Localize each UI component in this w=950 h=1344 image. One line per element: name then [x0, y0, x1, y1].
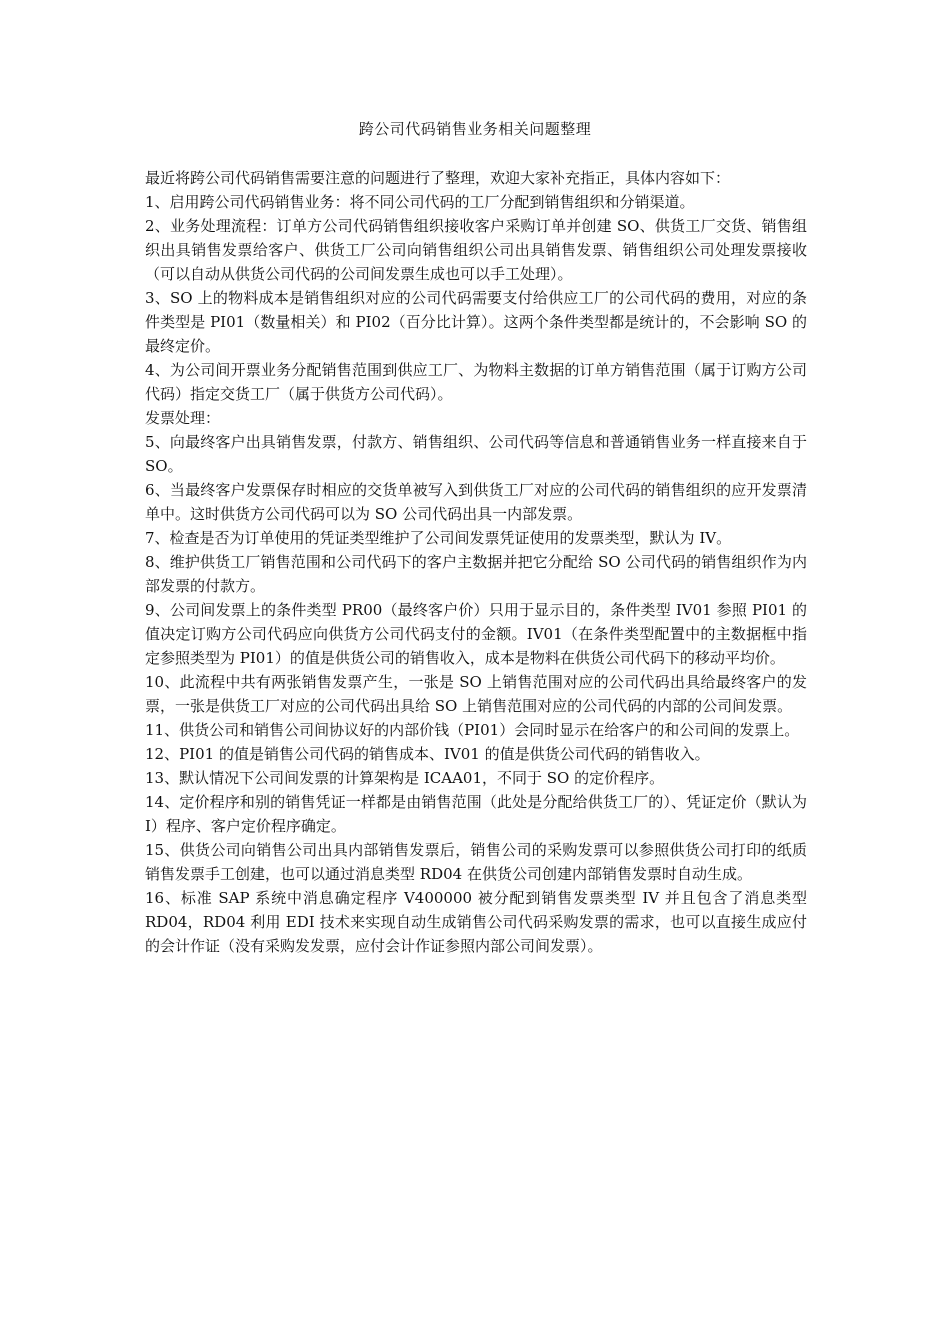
section-heading-invoice: 发票处理：	[145, 409, 221, 427]
item-15-paragraph: 15、供货公司向销售公司出具内部销售发票后，销售公司的采购发票可以参照供货公司打印的纸质销售发票手工创建，也可以通过消息类型 RD04 在供货公司创建内部销售发票时自动生成。	[145, 841, 807, 883]
item-2-paragraph: 2、业务处理流程：订单方公司代码销售组织接收客户采购订单并创建 SO、供货工厂交货、销售组织出具销售发票给客户、供货工厂公司向销售组织公司出具销售发票、销售组织公司处理发票接收（可以自动从供货公司代码的公司间发票生成也可以手工处理）。	[145, 217, 807, 283]
item-3-paragraph: 3、SO 上的物料成本是销售组织对应的公司代码需要支付给供应工厂的公司代码的费用，对应的条件类型是 PI01（数量相关）和 PI02（百分比计算）。这两个条件类型都是统计的，不会影响 SO 的最终定价。	[145, 289, 807, 355]
item-14-paragraph: 14、定价程序和别的销售凭证一样都是由销售范围（此处是分配给供货工厂的）、凭证定价（默认为 I）程序、客户定价程序确定。	[145, 793, 807, 835]
item-11-paragraph: 11、供货公司和销售公司间协议好的内部价钱（PI01）会同时显示在给客户的和公司间的发票上。	[145, 721, 800, 739]
item-16-paragraph: 16、标准 SAP 系统中消息确定程序 V400000 被分配到销售发票类型 IV 并且包含了消息类型 RD04，RD04 利用 EDI 技术来实现自动生成销售公司代码采购发票的需求，也可以直接生成应付的会计作证（没有采购发发票，应付会计作证参照内部公司间发票）。	[145, 889, 807, 955]
item-13-paragraph: 13、默认情况下公司间发票的计算架构是 ICAA01，不同于 SO 的定价程序。	[145, 769, 665, 787]
document-title: 跨公司代码销售业务相关问题整理	[358, 120, 592, 138]
intro-paragraph: 最近将跨公司代码销售需要注意的问题进行了整理，欢迎大家补充指正，具体内容如下：	[145, 169, 731, 187]
item-9-paragraph: 9、公司间发票上的条件类型 PR00（最终客户价）只用于显示目的，条件类型 IV01 参照 PI01 的值决定订购方公司代码应向供货方公司代码支付的金额。IV01（在条件类型配置中的主数据框中指定参照类型为 PI01）的值是供货公司的销售收入，成本是物料在供货公司代码下的移动平均价。	[145, 601, 807, 667]
item-5-paragraph: 5、向最终客户出具销售发票，付款方、销售组织、公司代码等信息和普通销售业务一样直接来自于 SO。	[145, 433, 807, 475]
item-10-paragraph: 10、此流程中共有两张销售发票产生，一张是 SO 上销售范围对应的公司代码出具给最终客户的发票，一张是供货工厂对应的公司代码出具给 SO 上销售范围对应的公司代码的内部的公司间发票。	[145, 673, 807, 715]
item-7-paragraph: 7、检查是否为订单使用的凭证类型维护了公司间发票凭证使用的发票类型，默认为 IV。	[145, 529, 732, 547]
item-1-paragraph: 1、启用跨公司代码销售业务：将不同公司代码的工厂分配到销售组织和分销渠道。	[145, 193, 695, 211]
item-4-paragraph: 4、为公司间开票业务分配销售范围到供应工厂、为物料主数据的订单方销售范围（属于订购方公司代码）指定交货工厂（属于供货方公司代码）。	[145, 361, 807, 403]
document-body	[145, 166, 807, 958]
item-12-paragraph: 12、PI01 的值是销售公司代码的销售成本、IV01 的值是供货公司代码的销售收入。	[145, 745, 710, 763]
item-8-paragraph: 8、维护供货工厂销售范围和公司代码下的客户主数据并把它分配给 SO 公司代码的销售组织作为内部发票的付款方。	[145, 553, 807, 595]
item-6-paragraph: 6、当最终客户发票保存时相应的交货单被写入到供货工厂对应的公司代码的销售组织的应开发票清单中。这时供货方公司代码可以为 SO 公司代码出具一内部发票。	[145, 481, 807, 523]
